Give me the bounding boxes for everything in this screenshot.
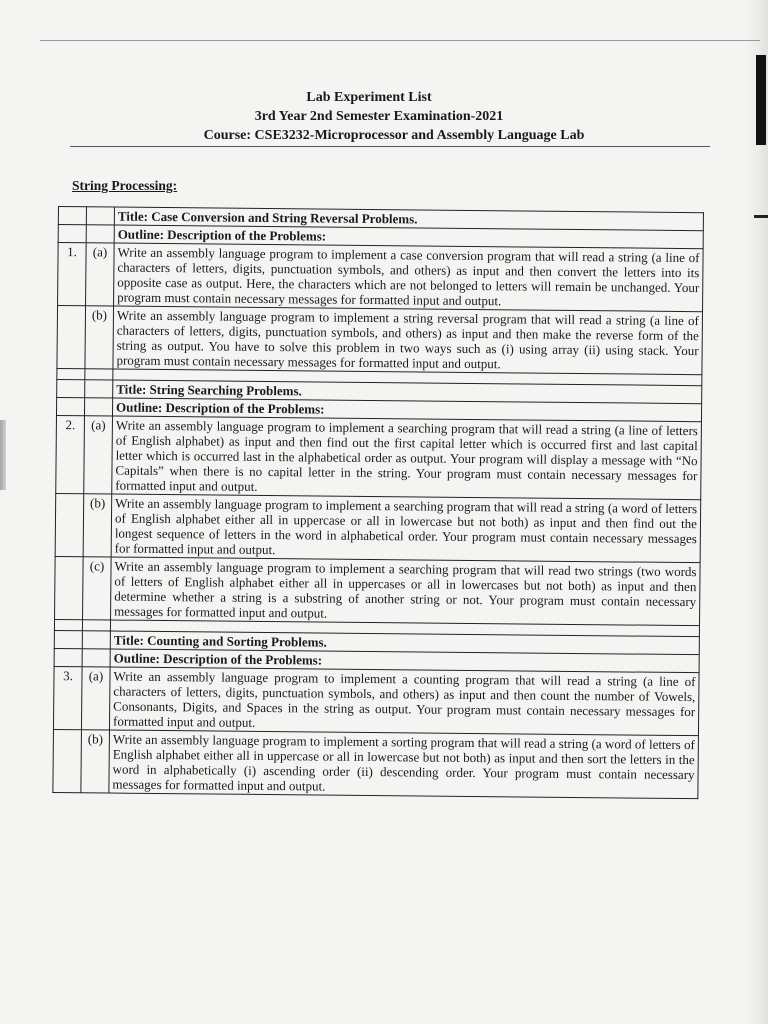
exam-title: 3rd Year 2nd Semester Examination-2021 [254,109,504,124]
group-title: Title: Case Conversion and String Reversal Problems. [114,207,703,231]
table-row [55,493,701,562]
problem-number: 2. [56,415,85,493]
item-label: (b) [83,494,112,557]
group-outline: Outline: Description of the Problems: [114,225,703,249]
item-label: (b) [81,730,110,793]
item-text: Write an assembly language program to implement a searching program that will read a string (a line of letters of English alphabet) as input and then find out the first capital letter which is occurred first and last capital letter which is occurred last in the alphabetical order as output. Your program will display a message with “No Capitals” when there is no capital letter in the string. Your program must contain necessary messages for formatted input and output. [112,416,702,500]
scan-shadow [0,420,6,490]
course-title: Course: CSE3232-Microprocessor and Assembly Language Lab [203,128,585,143]
experiment-table [52,206,704,799]
item-text: Write an assembly language program to implement a counting program that will read a string (a line of characters of letters, digits, punctuation symbols, and others) as input and then count the number of Vowels, Consonants, Digits, and Spaces in the string as output. Your program must contain necessary messages for formatted input and output. [109,667,699,736]
page-edge [746,0,768,1024]
section-title: String Processing: [72,178,178,193]
item-text: Write an assembly language program to implement a case conversion program that will read a string (a line of characters of letters, digits, punctuation symbols, and others) as input and then convert the letters into its opposite case as output. Here, the characters which are not belonged to letters will remain be unchanged. Your program must contain necessary messages for formatted input and output. [114,243,704,312]
item-label: (c) [83,557,112,620]
item-text: Write an assembly language program to implement a sorting program that will read a string (a word of letters of English alphabet either all in uppercase or all in lowercase but not both) as input and then sort the letters in the word in alphabetically (i) ascending order (ii) descending order. Your program must contain necessary messages for formatted input and output. [109,730,699,799]
item-label: (b) [85,306,114,369]
item-text: Write an assembly language program to implement a searching program that will read a string (a word of letters of English alphabet either all in uppercase or all in lowercase but not both) as input and then find out the longest sequence of letters in the word in alphabetical order. Your program must contain necessary messages for formatted input and output. [111,494,701,563]
top-rule [40,40,760,41]
table-row [55,556,701,625]
item-text: Write an assembly language program to implement a string reversal program that will read a string (a line of characters of letters, digits, punctuation symbols, and others) as input and then make the reverse form of the string as output. You have to solve this problem in two ways such as (i) using array (ii) using stack. Your program must contain necessary messages for formatted input and output. [113,306,703,375]
item-label: (a) [84,416,113,494]
table-row [53,666,699,735]
group-title: Title: Counting and Sorting Problems. [110,631,699,655]
table-row [53,729,699,798]
doc-title: Lab Experiment List [306,90,432,105]
header-rule [70,146,710,147]
group-outline: Outline: Description of the Problems: [110,649,699,673]
edge-tick [754,215,768,218]
table-row [58,243,704,312]
group-title: Title: String Searching Problems. [113,380,702,404]
item-label: (a) [81,667,110,730]
item-text: Write an assembly language program to implement a searching program that will read two strings (two words of letters of English alphabet either all in uppercases or all in lowercases but not both) as input and then determine whether a string is a substring of another string or not. Your program must contain necessary messages for formatted input and output. [111,557,701,626]
table-row [56,415,702,499]
table-row [57,306,703,375]
problem-number: 3. [53,666,82,729]
item-label: (a) [86,243,115,306]
problem-number: 1. [58,243,87,306]
group-outline: Outline: Description of the Problems: [112,398,701,422]
document-header [0,88,768,145]
